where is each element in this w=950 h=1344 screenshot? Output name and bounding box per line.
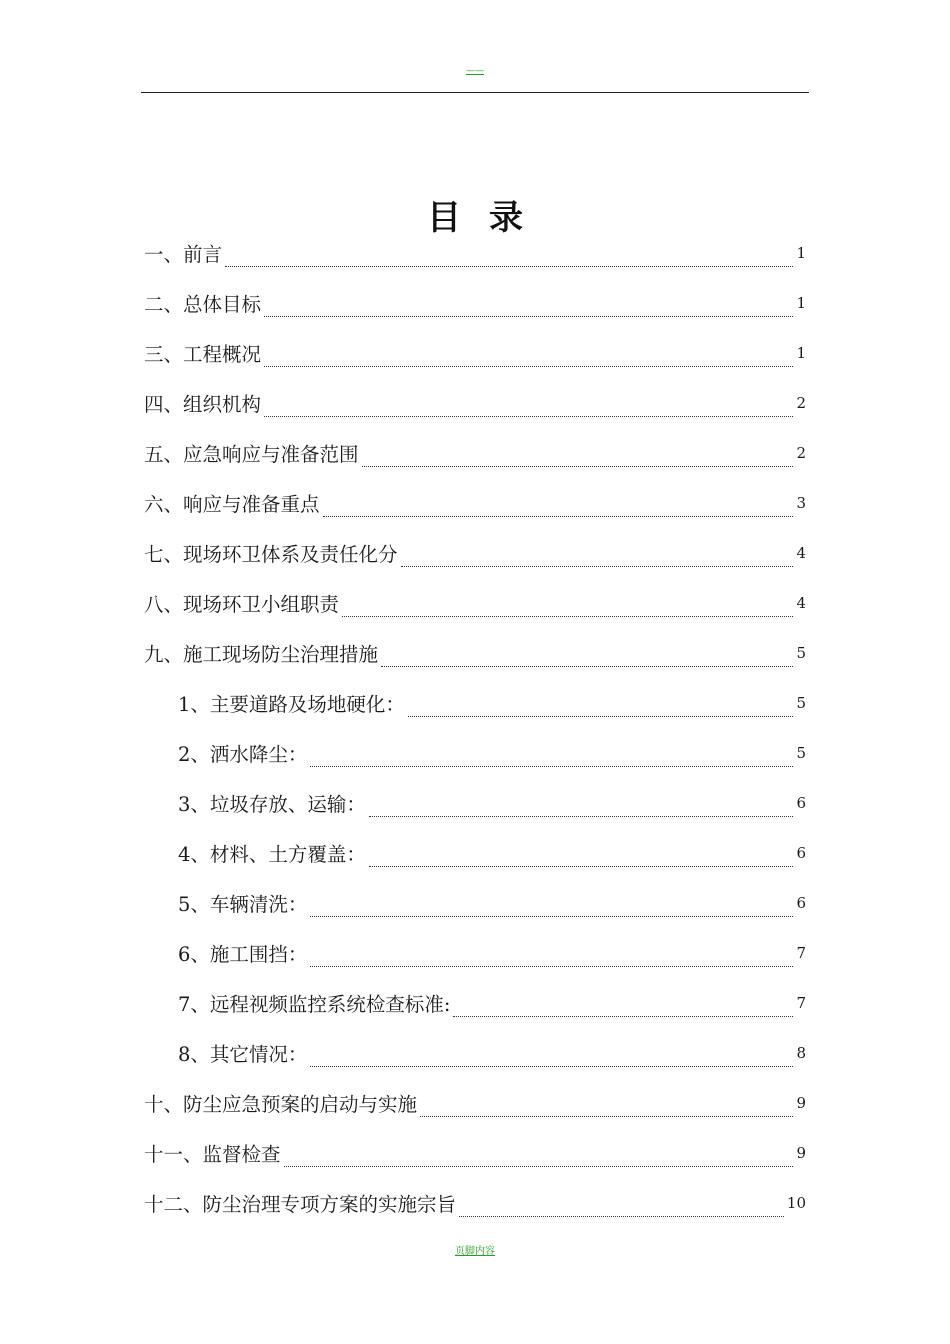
toc-entry-12[interactable] [144, 1190, 806, 1220]
toc-entry-page: 5 [796, 694, 806, 712]
toc-leader-dots [459, 1194, 784, 1217]
toc-leader-dots [310, 1044, 793, 1067]
toc-entry-label: 1、主要道路及场地硬化： [178, 693, 405, 716]
toc-leader-dots [310, 944, 793, 967]
toc-entry-label: 6、施工围挡： [178, 943, 308, 966]
header-rule [141, 92, 809, 93]
toc-entry-page: 5 [796, 744, 806, 762]
toc-entry-label: 五、应急响应与准备范围 [144, 443, 359, 466]
toc-entry-9[interactable] [144, 640, 806, 670]
toc-entry-page: 6 [796, 794, 806, 812]
toc-entry-2[interactable] [144, 290, 806, 320]
toc-leader-dots [401, 544, 794, 567]
toc-subentry-2[interactable] [178, 740, 806, 770]
toc-leader-dots [408, 694, 794, 717]
toc-leader-dots [264, 394, 793, 417]
toc-entry-label: 十、防尘应急预案的启动与实施 [144, 1093, 418, 1116]
toc-entry-page: 3 [796, 494, 806, 512]
toc-entry-page: 6 [796, 844, 806, 862]
toc-entry-page: 2 [796, 394, 806, 412]
toc-leader-dots [381, 644, 793, 667]
toc-entry-label: 六、响应与准备重点 [144, 493, 320, 516]
toc-entry-page: 1 [796, 244, 806, 262]
toc-subentry-1[interactable] [178, 690, 806, 720]
toc-entry-page: 9 [796, 1094, 806, 1112]
toc-entry-label: 4、材料、土方覆盖： [178, 843, 366, 866]
toc-entry-label: 九、施工现场防尘治理措施 [144, 643, 379, 666]
toc-entry-page: 7 [796, 944, 806, 962]
toc-entry-1[interactable] [144, 240, 806, 270]
toc-leader-dots [310, 894, 793, 917]
toc-subentry-4[interactable] [178, 840, 806, 870]
toc-entry-label: 7、远程视频监控系统检查标准: [178, 993, 451, 1016]
toc-subentry-7[interactable] [178, 990, 806, 1020]
toc-entry-page: 9 [796, 1144, 806, 1162]
toc-entry-10[interactable] [144, 1090, 806, 1120]
toc-leader-dots [310, 744, 793, 767]
toc-entry-label: 8、其它情况： [178, 1043, 308, 1066]
toc-entry-label: 十二、防尘治理专项方案的实施宗旨 [144, 1193, 457, 1216]
toc-entry-page: 1 [796, 294, 806, 312]
toc-entry-8[interactable] [144, 590, 806, 620]
toc-subentry-3[interactable] [178, 790, 806, 820]
toc-entry-label: 三、工程概况 [144, 343, 262, 366]
toc-entry-7[interactable] [144, 540, 806, 570]
toc-entry-label: 5、车辆清洗： [178, 893, 308, 916]
toc-entry-page: 10 [786, 1194, 806, 1212]
toc-entry-label: 一、前言 [144, 243, 223, 266]
toc-entry-page: 8 [796, 1044, 806, 1062]
toc-entry-label: 十一、监督检查 [144, 1143, 281, 1166]
toc-subentry-6[interactable] [178, 940, 806, 970]
toc-entry-page: 4 [796, 594, 806, 612]
toc-entry-label: 二、总体目标 [144, 293, 262, 316]
toc-entry-page: 2 [796, 444, 806, 462]
toc-entry-page: 5 [796, 644, 806, 662]
toc-leader-dots [420, 1094, 793, 1117]
page-title: 目录 [427, 198, 551, 238]
toc-entry-page: 4 [796, 544, 806, 562]
toc-entry-label: 四、组织机构 [144, 393, 262, 416]
toc-leader-dots [342, 594, 793, 617]
toc-entry-label: 3、垃圾存放、运输： [178, 793, 366, 816]
footer-mark: 页脚内容 [455, 1246, 495, 1257]
toc-entry-page: 6 [796, 894, 806, 912]
toc-leader-dots [369, 844, 794, 867]
header-mark: —— [466, 66, 484, 76]
toc-leader-dots [453, 994, 793, 1017]
toc-leader-dots [369, 794, 794, 817]
toc-leader-dots [323, 494, 794, 517]
toc-leader-dots [264, 294, 793, 317]
toc-leader-dots [362, 444, 794, 467]
toc-entry-label: 七、现场环卫体系及责任化分 [144, 543, 398, 566]
toc-entry-page: 7 [796, 994, 806, 1012]
toc-entry-4[interactable] [144, 390, 806, 420]
toc-subentry-5[interactable] [178, 890, 806, 920]
toc-subentry-8[interactable] [178, 1040, 806, 1070]
toc-entry-5[interactable] [144, 440, 806, 470]
toc-entry-3[interactable] [144, 340, 806, 370]
toc-leader-dots [264, 344, 793, 367]
toc-leader-dots [284, 1144, 794, 1167]
toc-leader-dots [225, 244, 793, 267]
toc-entry-label: 八、现场环卫小组职责 [144, 593, 340, 616]
toc-entry-6[interactable] [144, 490, 806, 520]
toc-entry-page: 1 [796, 344, 806, 362]
toc-entry-label: 2、洒水降尘： [178, 743, 308, 766]
toc-entry-11[interactable] [144, 1140, 806, 1170]
